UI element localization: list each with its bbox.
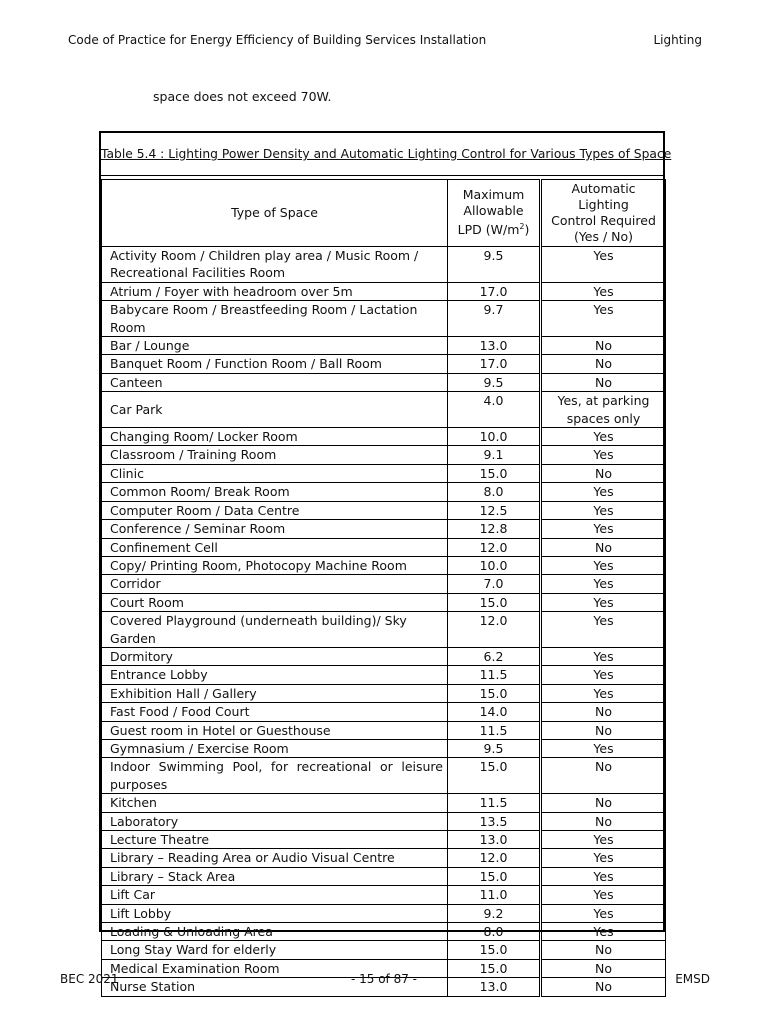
control-cell: No [541,978,666,996]
table-row [102,464,666,482]
space-type-cell: Gymnasium / Exercise Room [102,739,448,757]
section-name: Lighting [653,33,702,47]
control-cell: No [541,959,666,977]
control-cell: Yes [541,612,666,648]
lpd-cell: 9.1 [448,446,541,464]
control-cell: No [541,464,666,482]
lpd-cell: 15.0 [448,959,541,977]
control-cell: Yes [541,282,666,300]
table-row [102,373,666,391]
space-type-cell: Babycare Room / Breastfeeding Room / Lactation Room [102,301,448,337]
space-type-cell: Covered Playground (underneath building)/ Sky Garden [102,612,448,648]
table-row [102,812,666,830]
table-row [102,666,666,684]
table-row [102,612,666,648]
table-row [102,337,666,355]
control-cell: Yes [541,904,666,922]
lpd-cell: 12.0 [448,849,541,867]
table-row [102,758,666,794]
table-row [102,593,666,611]
control-cell: No [541,703,666,721]
control-cell: Yes [541,739,666,757]
space-type-cell: Medical Examination Room [102,959,448,977]
caption-divider [101,175,663,176]
table-row [102,941,666,959]
table-row [102,247,666,283]
space-type-cell: Lift Lobby [102,904,448,922]
space-type-cell: Clinic [102,464,448,482]
space-type-cell: Library – Reading Area or Audio Visual Centre [102,849,448,867]
col-header-control: Automatic Lighting Control Required (Yes / No) [541,180,666,247]
lpd-cell: 7.0 [448,575,541,593]
space-type-cell: Library – Stack Area [102,867,448,885]
space-type-cell: Bar / Lounge [102,337,448,355]
lpd-cell: 10.0 [448,556,541,574]
lpd-cell: 9.2 [448,904,541,922]
space-type-cell: Copy/ Printing Room, Photocopy Machine Room [102,556,448,574]
control-cell: Yes [541,247,666,283]
lpd-cell: 4.0 [448,392,541,428]
space-type-cell: Exhibition Hall / Gallery [102,684,448,702]
table-row [102,428,666,446]
control-cell: No [541,538,666,556]
table-row [102,923,666,941]
lpd-cell: 9.5 [448,739,541,757]
lpd-cell: 11.5 [448,721,541,739]
footer-left: BEC 2021 [60,972,119,986]
space-type-cell: Long Stay Ward for elderly [102,941,448,959]
lpd-cell: 6.2 [448,647,541,665]
space-type-cell: Confinement Cell [102,538,448,556]
space-type-cell: Computer Room / Data Centre [102,501,448,519]
table-row [102,739,666,757]
lpd-cell: 17.0 [448,355,541,373]
control-cell: Yes [541,301,666,337]
table-row [102,849,666,867]
table-row [102,520,666,538]
lpd-cell: 13.0 [448,831,541,849]
lpd-cell: 12.5 [448,501,541,519]
table-row [102,794,666,812]
control-cell: Yes [541,647,666,665]
table-row [102,703,666,721]
table-row [102,538,666,556]
lpd-cell: 8.0 [448,923,541,941]
col-header-lpd: Maximum Allowable LPD $(W/m^2)$ [448,180,541,247]
control-cell: No [541,721,666,739]
page-number: - 15 of 87 - [350,972,418,986]
intro-text: space does not exceed 70W. [153,89,332,104]
table-row [102,282,666,300]
control-cell: No [541,794,666,812]
space-type-cell: Activity Room / Children play area / Music Room / Recreational Facilities Room [102,247,448,283]
lpd-cell: 11.5 [448,794,541,812]
table-row [102,904,666,922]
table-row [102,446,666,464]
control-cell: Yes [541,867,666,885]
table-row [102,355,666,373]
col-header-space: Type of Space [102,180,448,247]
table-caption: Table 5.4 : Lighting Power Density and Automatic Lighting Control for Various Types of Space [101,147,672,161]
space-type-cell: Lift Car [102,886,448,904]
space-type-cell: Lecture Theatre [102,831,448,849]
lpd-cell: 17.0 [448,282,541,300]
control-cell: Yes [541,831,666,849]
control-cell: Yes [541,849,666,867]
lpd-cell: 12.0 [448,612,541,648]
table-row [102,684,666,702]
lpd-cell: 15.0 [448,758,541,794]
table-row [102,831,666,849]
space-type-cell: Classroom / Training Room [102,446,448,464]
space-type-cell: Changing Room/ Locker Room [102,428,448,446]
table-row [102,392,666,428]
table-header-row [102,180,666,247]
control-cell: Yes [541,483,666,501]
lpd-cell: 12.8 [448,520,541,538]
lpd-cell: 14.0 [448,703,541,721]
space-type-cell: Indoor Swimming Pool, for recreational or leisure purposes [102,758,448,794]
control-cell: Yes [541,446,666,464]
lpd-cell: 15.0 [448,941,541,959]
table-row [102,867,666,885]
lpd-cell: 11.5 [448,666,541,684]
control-cell: Yes [541,556,666,574]
lpd-cell: 11.0 [448,886,541,904]
space-type-cell: Corridor [102,575,448,593]
lpd-cell: 13.0 [448,978,541,996]
lpd-cell: 15.0 [448,684,541,702]
control-cell: Yes [541,666,666,684]
lpd-cell: 9.5 [448,247,541,283]
space-type-cell: Common Room/ Break Room [102,483,448,501]
lpd-cell: 10.0 [448,428,541,446]
space-type-cell: Guest room in Hotel or Guesthouse [102,721,448,739]
control-cell: Yes [541,923,666,941]
control-cell: No [541,355,666,373]
control-cell: Yes, at parking spaces only [541,392,666,428]
space-type-cell: Nurse Station [102,978,448,996]
lpd-cell: 9.5 [448,373,541,391]
lpd-cell: 9.7 [448,301,541,337]
space-type-cell: Banquet Room / Function Room / Ball Room [102,355,448,373]
control-cell: Yes [541,428,666,446]
table-row [102,647,666,665]
table-row [102,886,666,904]
space-type-cell: Car Park [102,392,448,428]
lpd-cell: 15.0 [448,464,541,482]
control-cell: Yes [541,593,666,611]
table-row [102,556,666,574]
control-cell: No [541,373,666,391]
lighting-table [101,179,666,997]
space-type-cell: Kitchen [102,794,448,812]
lpd-cell: 15.0 [448,593,541,611]
control-cell: Yes [541,501,666,519]
control-cell: Yes [541,684,666,702]
table-row [102,301,666,337]
control-cell: Yes [541,886,666,904]
document-title: Code of Practice for Energy Efficiency of Building Services Installation [68,33,487,47]
control-cell: No [541,941,666,959]
control-cell: No [541,812,666,830]
space-type-cell: Court Room [102,593,448,611]
space-type-cell: Atrium / Foyer with headroom over 5m [102,282,448,300]
space-type-cell: Fast Food / Food Court [102,703,448,721]
table-row [102,575,666,593]
space-type-cell: Conference / Seminar Room [102,520,448,538]
control-cell: No [541,337,666,355]
footer-right: EMSD [675,972,710,986]
space-type-cell: Canteen [102,373,448,391]
table-row [102,721,666,739]
lpd-cell: 13.0 [448,337,541,355]
control-cell: No [541,758,666,794]
control-cell: Yes [541,575,666,593]
table-row [102,483,666,501]
lpd-cell: 12.0 [448,538,541,556]
space-type-cell: Laboratory [102,812,448,830]
space-type-cell: Loading & Unloading Area [102,923,448,941]
table-row [102,501,666,519]
lpd-cell: 13.5 [448,812,541,830]
control-cell: Yes [541,520,666,538]
space-type-cell: Entrance Lobby [102,666,448,684]
lpd-cell: 15.0 [448,867,541,885]
lpd-cell: 8.0 [448,483,541,501]
space-type-cell: Dormitory [102,647,448,665]
